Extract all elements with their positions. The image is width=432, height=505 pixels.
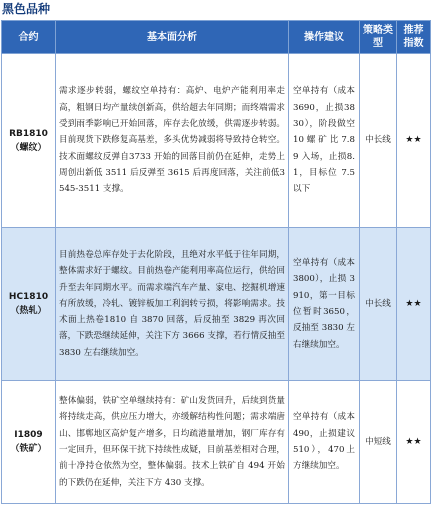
contract-cell [2,381,56,504]
contract-name: （热轧） [10,306,47,316]
contract-name: （铁矿） [10,444,47,454]
analysis-cell: 需求逐步转弱，螺纹空单持有：高炉、电炉产能利用率走高，粗钢日均产量续创新高，供给超去年同期；而终端需求受到雨季影响已开始回落，库存去化放缓，供需逐步转弱。目前现货下跌修复高基差，多头优势减弱将导致持仓转空。技术面螺纹反弹自3733 开始的回落目前仍在延伸，走势上周创出新低 3511 后反弹至 3615 后再度回落，关注前低3545-3511 支撑。 [56,54,289,228]
rating-stars: ★★ [397,381,431,504]
suggestion-cell: 空单持有（成本3690，止损3830），阶段做空 10 螺 矿 比 7.89 入场，止损8.1，目标位 7.5 以下 [289,54,360,228]
contract-code: RB1810 [9,128,48,139]
header-strategy: 策略类型 [360,21,397,54]
contract-code: HC1810 [8,292,49,302]
rating-stars: ★★ [397,54,431,228]
recommendation-table [1,20,431,504]
strategy-cell: 中长线 [360,54,397,228]
strategy-cell: 中长线 [360,228,397,381]
header-suggestion: 操作建议 [289,21,360,54]
header-rating: 推荐指数 [397,21,431,54]
table-row [2,228,431,381]
analysis-cell: 整体偏弱，铁矿空单继续持有：矿山发货回升，后续到货量将持续走高，供应压力增大，亦缓解结构性问题；需求端唐山、邯郸地区高炉复产增多，日均疏港量增加，钢厂库存有一定回升，但环保干扰下持续性成疑，目前基差相对合理，前十净持仓依然为空，整体偏弱。技术上铁矿自 494 开始的下跌仍在延伸，关注下方 430 支撑。 [56,381,289,504]
rating-stars: ★★ [397,228,431,381]
header-contract: 合约 [2,21,56,54]
contract-cell [2,228,56,381]
contract-code: I1809 [14,430,43,440]
contract-name: （螺纹） [10,142,47,153]
header-analysis: 基本面分析 [56,21,289,54]
suggestion-cell: 空单持有（成本3800），止损 3910，第一目标位暂时3650，反抽至 3830 左右继续加空。 [289,228,360,381]
analysis-cell: 目前热卷总库存处于去化阶段，且绝对水平低于往年同期，整体需求好于螺纹。目前热卷产能利用率高位运行，供给回升至去年同期水平。而需求端汽车产量、家电、挖掘机增速有所放缓，冷轧、镀锌板加工利润转亏损，将影响需求。技术面上热卷1810 自 3870 回落，后反抽至 3829 再次回落，下跌恐继续延伸，关注下方 3666 支撑，若行情反抽至3830 左右继续加空。 [56,228,289,381]
section-title: 黑色品种 [2,2,51,16]
table-row [2,381,431,504]
table-row [2,54,431,228]
strategy-cell: 中短线 [360,381,397,504]
table-header-row [2,21,431,54]
contract-cell [2,54,56,228]
suggestion-cell: 空单持有（成本490，止损建议510），470上方继续加空。 [289,381,360,504]
